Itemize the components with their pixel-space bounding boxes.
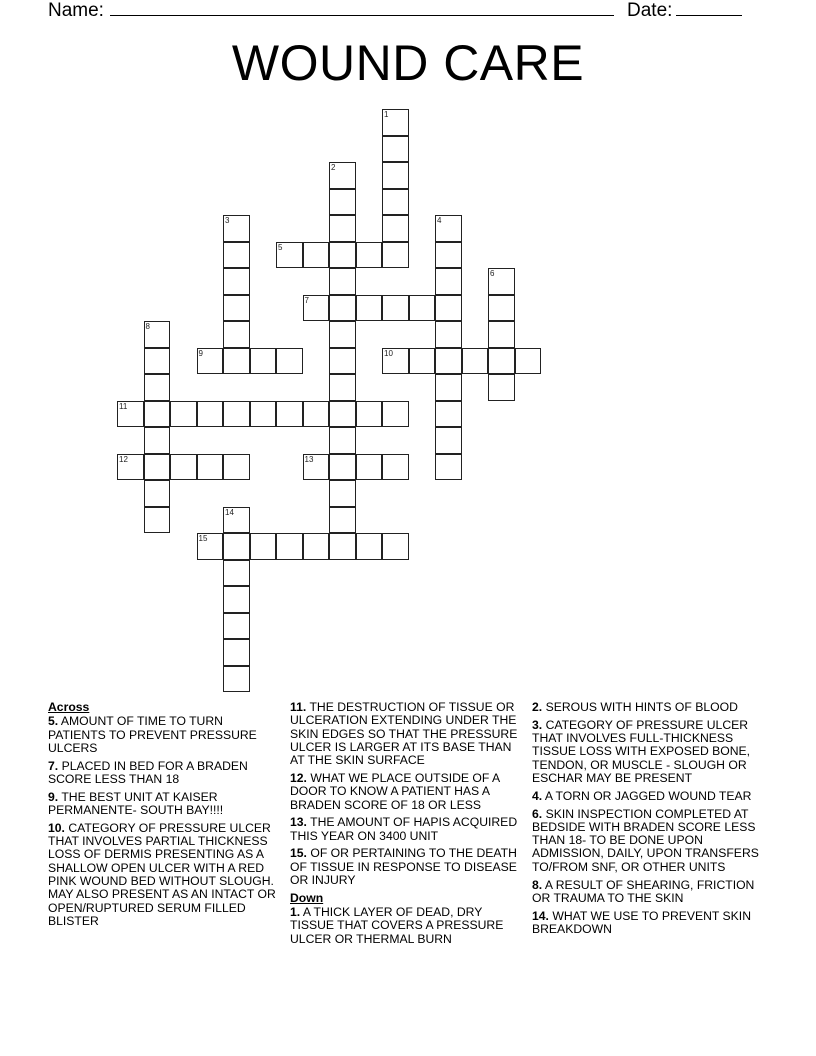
grid-cell[interactable] (197, 454, 224, 481)
grid-cell[interactable] (435, 242, 462, 269)
clue-number: 9. (48, 789, 59, 804)
grid-cell[interactable] (515, 348, 542, 375)
date-label: Date: (627, 0, 673, 21)
grid-cell[interactable] (382, 533, 409, 560)
grid-cell[interactable] (435, 454, 462, 481)
clue-text: WHAT WE USE TO PREVENT SKIN BREAKDOWN (532, 908, 751, 936)
clue-number: 13. (290, 815, 307, 830)
grid-cell[interactable] (223, 321, 250, 348)
puzzle-title: WOUND CARE (231, 35, 585, 91)
grid-cell[interactable] (144, 348, 171, 375)
clue-across-13 (290, 816, 522, 843)
clue-text: OF OR PERTAINING TO THE DEATH OF TISSUE IN RESPONSE TO DISEASE OR INJURY (290, 846, 517, 888)
clue-number: 2. (532, 700, 543, 714)
grid-cell[interactable] (488, 321, 515, 348)
grid-cell[interactable] (329, 507, 356, 534)
cell-number: 11 (119, 401, 128, 411)
clues-column-1 (48, 701, 280, 933)
clue-text: CATEGORY OF PRESSURE ULCER THAT INVOLVES FULL-THICKNESS TISSUE LOSS WITH EXPOSED BONE, TENDON, OR MUSCLE - SLOUGH OR ESCHAR MAY BE PRESENT (532, 717, 751, 785)
grid-cell[interactable] (382, 215, 409, 242)
cell-number: 15 (198, 534, 208, 543)
clue-number: 5. (48, 714, 59, 729)
grid-cell[interactable] (435, 295, 462, 322)
grid-cell[interactable] (223, 613, 250, 640)
grid-cell[interactable] (382, 401, 409, 428)
grid-cell[interactable] (488, 374, 515, 401)
clue-down-2 (532, 701, 768, 714)
clue-number: 11. (290, 700, 307, 714)
down-heading: Down (290, 890, 324, 905)
clue-text: SKIN INSPECTION COMPLETED AT BEDSIDE WITH BRADEN SCORE LESS THAN 18- TO BE DONE UPON ADMISSION, DAILY, UPON TRANSFERS TO/FROM SNF, OR OTHER UNITS (532, 806, 759, 874)
clue-text: A RESULT OF SHEARING, FRICTION OR TRAUMA TO THE SKIN (532, 877, 755, 905)
grid-cell[interactable] (170, 401, 197, 428)
grid-cell[interactable] (223, 454, 250, 481)
clue-text: THE DESTRUCTION OF TISSUE OR ULCERATION EXTENDING UNDER THE SKIN EDGES SO THAT THE PRESSURE ULCER IS LARGER AT ITS BASE THAN AT THE SKIN SURFACE (290, 700, 518, 768)
grid-cell[interactable] (303, 401, 330, 428)
clue-number: 10. (48, 820, 65, 835)
cell-number: 6 (490, 269, 495, 278)
cell-number: 12 (119, 454, 128, 464)
grid-cell[interactable] (382, 189, 409, 216)
grid-cell[interactable] (329, 189, 356, 216)
clue-text: WHAT WE PLACE OUTSIDE OF A DOOR TO KNOW A PATIENT HAS A BRADEN SCORE OF 18 OR LESS (290, 770, 500, 812)
clue-text: SEROUS WITH HINTS OF BLOOD (545, 700, 738, 714)
clue-across-11 (290, 701, 522, 767)
grid-cell[interactable] (223, 560, 250, 587)
grid-cell[interactable] (329, 480, 356, 507)
cell-number: 13 (304, 454, 314, 464)
clue-down-3 (532, 719, 768, 785)
grid-cell[interactable] (329, 533, 356, 560)
grid-cell[interactable] (223, 268, 250, 295)
grid-cell[interactable] (329, 427, 356, 454)
grid-cell[interactable] (223, 348, 250, 375)
grid-cell[interactable] (223, 242, 250, 269)
grid-cell[interactable] (303, 533, 330, 560)
grid-cell[interactable] (382, 162, 409, 189)
clue-number: 7. (48, 758, 59, 773)
clues-column-3 (532, 701, 768, 941)
clue-across-12 (290, 772, 522, 812)
clue-down-14 (532, 910, 768, 937)
clue-text: THE BEST UNIT AT KAISER PERMANENTE- SOUTH BAY!!!! (48, 789, 224, 818)
grid-cell[interactable] (356, 533, 383, 560)
clue-down-6 (532, 808, 768, 874)
grid-cell[interactable] (409, 295, 436, 322)
grid-cell[interactable] (223, 401, 250, 428)
grid-cell[interactable] (409, 348, 436, 375)
clue-number: 1. (290, 905, 301, 920)
cell-number: 5 (278, 242, 283, 252)
grid-cell[interactable] (223, 639, 250, 666)
clue-number: 4. (532, 788, 543, 803)
grid-cell[interactable] (144, 507, 171, 534)
clue-across-10 (48, 822, 280, 928)
cell-number: 14 (225, 507, 234, 517)
grid-cell[interactable] (144, 401, 171, 428)
clue-number: 8. (532, 877, 543, 892)
grid-cell[interactable] (223, 666, 250, 693)
clue-number: 14. (532, 908, 549, 923)
grid-cell[interactable] (356, 242, 383, 269)
grid-cell[interactable] (223, 533, 250, 560)
clue-down-1 (290, 906, 522, 946)
grid-cell[interactable] (329, 215, 356, 242)
grid-cell[interactable] (382, 136, 409, 163)
grid-cell[interactable] (250, 401, 277, 428)
cell-number: 10 (384, 348, 393, 358)
clue-across-7 (48, 760, 280, 787)
grid-cell[interactable] (329, 348, 356, 375)
grid-cell[interactable] (382, 295, 409, 322)
cell-number: 7 (304, 295, 309, 305)
cell-number: 2 (331, 163, 336, 172)
clue-number: 12. (290, 770, 307, 785)
grid-cell[interactable] (329, 268, 356, 295)
grid-cell[interactable] (329, 321, 356, 348)
cell-number: 9 (198, 348, 203, 358)
clue-down-8 (532, 879, 768, 906)
cell-number: 4 (437, 216, 442, 225)
clue-number: 3. (532, 717, 543, 732)
clues-column-2 (290, 701, 522, 951)
grid-cell[interactable] (382, 454, 409, 481)
grid-cell[interactable] (223, 295, 250, 322)
across-heading: Across (48, 700, 90, 714)
clue-text: AMOUNT OF TIME TO TURN PATIENTS TO PREVENT PRESSURE ULCERS (48, 714, 257, 755)
grid-cell[interactable] (356, 295, 383, 322)
clue-across-9 (48, 791, 280, 818)
clue-number: 6. (532, 806, 543, 821)
cell-number: 8 (145, 322, 150, 331)
grid-cell[interactable] (435, 268, 462, 295)
grid-cell[interactable] (197, 401, 224, 428)
grid-cell[interactable] (329, 454, 356, 481)
grid-cell[interactable] (170, 454, 197, 481)
grid-cell[interactable] (435, 374, 462, 401)
clue-across-5 (48, 715, 280, 755)
clue-text: A TORN OR JAGGED WOUND TEAR (544, 788, 752, 803)
grid-cell[interactable] (435, 401, 462, 428)
grid-cell[interactable] (329, 295, 356, 322)
grid-cell[interactable] (356, 401, 383, 428)
grid-cell[interactable] (435, 348, 462, 375)
cell-number: 1 (384, 110, 389, 119)
grid-cell[interactable] (435, 427, 462, 454)
grid-cell[interactable] (303, 242, 330, 269)
name-label: Name: (48, 0, 104, 21)
grid-cell[interactable] (144, 374, 171, 401)
grid-cell[interactable] (356, 454, 383, 481)
clue-text: PLACED IN BED FOR A BRADEN SCORE LESS THAN 18 (48, 758, 248, 786)
grid-cell[interactable] (144, 454, 171, 481)
cell-number: 3 (225, 216, 230, 225)
grid-cell[interactable] (329, 242, 356, 269)
clue-across-15 (290, 847, 522, 887)
grid-cell[interactable] (488, 295, 515, 322)
grid-cell[interactable] (462, 348, 489, 375)
grid-cell[interactable] (488, 348, 515, 375)
clue-text: THE AMOUNT OF HAPIS ACQUIRED THIS YEAR ON 3400 UNIT (290, 815, 518, 843)
clue-number: 15. (290, 846, 307, 861)
grid-cell[interactable] (382, 242, 409, 269)
grid-cell[interactable] (223, 586, 250, 613)
grid-cell[interactable] (435, 321, 462, 348)
clue-text: CATEGORY OF PRESSURE ULCER THAT INVOLVES PARTIAL THICKNESS LOSS OF DERMIS PRESENTING AS A SHALLOW OPEN ULCER WITH A RED PINK WOUND BED WITHOUT SLOUGH. MAY ALSO PRESENT AS AN INTACT OR OPEN/RUPTURED SERUM FILLED BLISTER (48, 820, 276, 928)
clue-text: A THICK LAYER OF DEAD, DRY TISSUE THAT COVERS A PRESSURE ULCER OR THERMAL BURN (290, 905, 504, 946)
clue-down-4 (532, 790, 768, 803)
grid-cell[interactable] (144, 427, 171, 454)
grid-cell[interactable] (250, 533, 277, 560)
grid-cell[interactable] (276, 401, 303, 428)
grid-cell[interactable] (329, 401, 356, 428)
grid-cell[interactable] (329, 374, 356, 401)
grid-cell[interactable] (250, 348, 277, 375)
grid-cell[interactable] (276, 348, 303, 375)
grid-cell[interactable] (276, 533, 303, 560)
grid-cell[interactable] (144, 480, 171, 507)
